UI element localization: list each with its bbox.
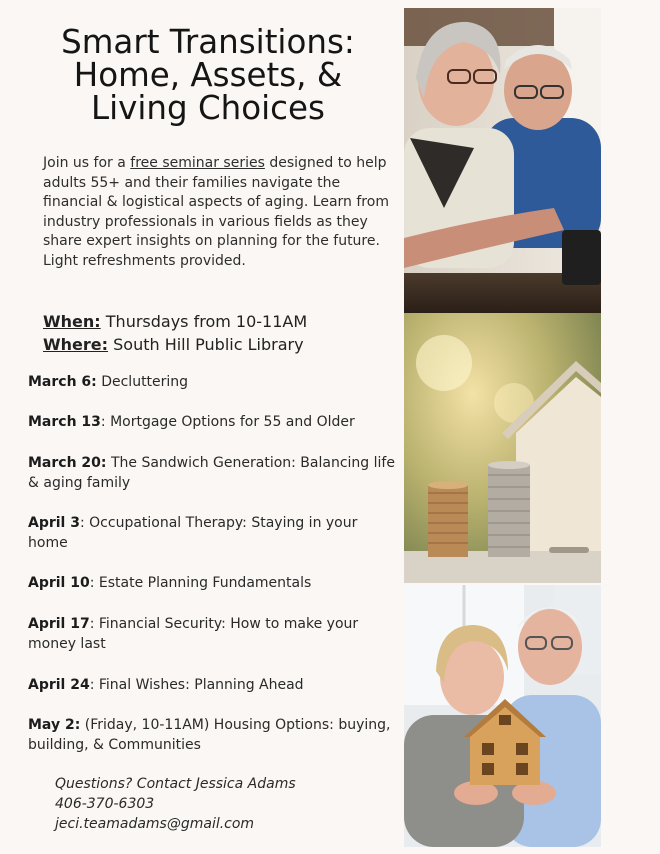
schedule-item: [28, 412, 400, 432]
schedule-topic: : Financial Security: How to make your money last: [28, 616, 359, 652]
contact-phone: 406-370-6303: [55, 796, 155, 812]
title-line-2: Home, Assets, &: [73, 56, 343, 94]
contact-line: Questions? Contact Jessica Adams: [55, 776, 296, 792]
when-label: When:: [43, 312, 101, 331]
schedule-item: [28, 453, 400, 493]
contact-block: [55, 774, 385, 834]
schedule-item: [28, 614, 400, 654]
schedule-item: [28, 715, 400, 755]
photo-couple-at-table: [404, 8, 601, 313]
title-line-1: Smart Transitions:: [61, 23, 355, 61]
where-line: [43, 333, 403, 356]
schedule-date: April 24: [28, 677, 90, 693]
schedule-date: April 17: [28, 616, 90, 632]
schedule-date: May 2:: [28, 717, 81, 733]
schedule-date: March 20:: [28, 455, 107, 471]
schedule-topic: (Friday, 10-11AM) Housing Options: buying, building, & Communities: [28, 717, 391, 753]
schedule-topic: The Sandwich Generation: Balancing life & aging family: [28, 455, 395, 491]
intro-paragraph: [43, 154, 393, 271]
schedule-topic: : Mortgage Options for 55 and Older: [100, 414, 355, 430]
refreshments-note: Light refreshments provided.: [43, 252, 246, 269]
schedule-date: April 10: [28, 575, 90, 591]
schedule-topic: Decluttering: [96, 374, 189, 390]
schedule-topic: : Occupational Therapy: Staying in your home: [28, 515, 358, 551]
schedule-date: March 6:: [28, 374, 97, 390]
photo-couple-with-house: [404, 585, 601, 847]
title-line-3: Living Choices: [91, 89, 325, 127]
flyer-title: [10, 23, 406, 127]
schedule-date: April 3: [28, 515, 80, 531]
schedule-item: [28, 675, 400, 695]
schedule-item: [28, 573, 400, 593]
schedule-date: March 13: [28, 414, 101, 430]
when-value: Thursdays from 10-11AM: [100, 312, 308, 331]
when-where-block: [43, 310, 403, 356]
schedule-topic: : Estate Planning Fundamentals: [89, 575, 312, 591]
schedule-item: [28, 372, 400, 392]
where-value: South Hill Public Library: [108, 335, 304, 354]
contact-email[interactable]: jeci.teamadams@gmail.com: [55, 816, 255, 832]
intro-body: designed to help adults 55+ and their families navigate the financial & logistical aspects of aging. Learn from industry professionals in various fields as they share expert insights on planning for the future.: [43, 155, 389, 249]
photo-coins-and-house: [404, 313, 601, 583]
schedule-topic: : Final Wishes: Planning Ahead: [89, 677, 304, 693]
schedule-item: [28, 513, 400, 553]
where-label: Where:: [43, 335, 109, 354]
when-line: [43, 310, 403, 333]
intro-lead: Join us for a: [43, 155, 131, 171]
seminar-series-link[interactable]: free seminar series: [130, 155, 265, 171]
